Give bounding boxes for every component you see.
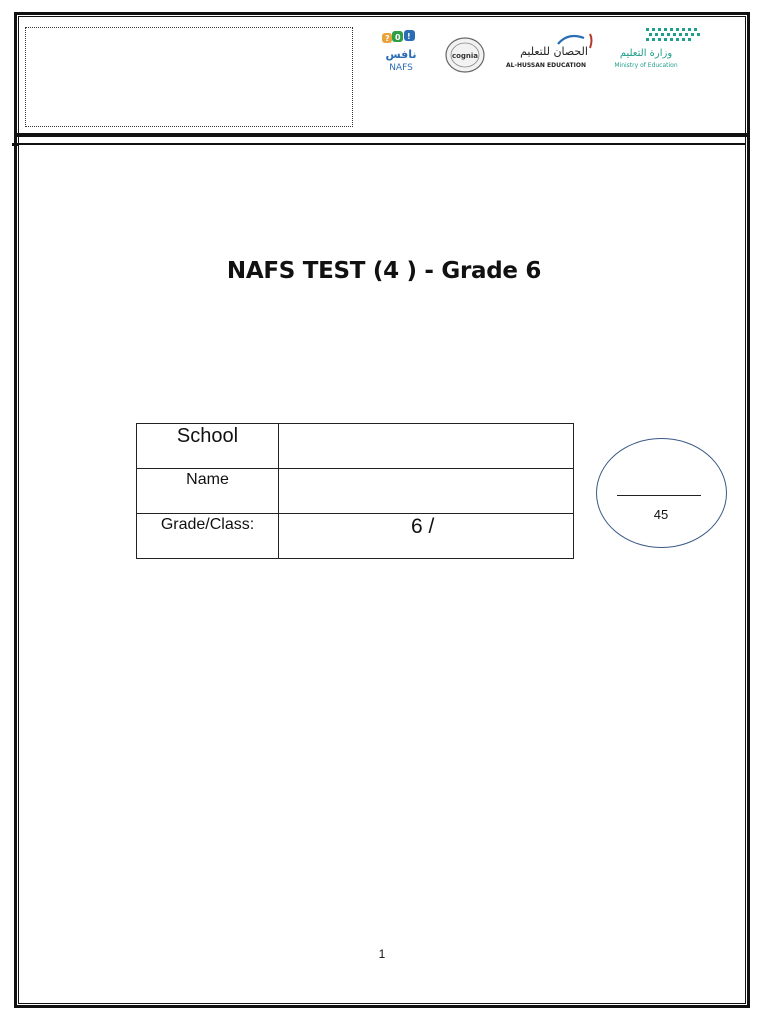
alhussan-logo — [506, 30, 602, 72]
svg-text:0: 0 — [395, 33, 401, 42]
svg-text:NAFS: NAFS — [389, 63, 413, 73]
header-divider-tick — [12, 143, 18, 146]
name-field[interactable] — [279, 469, 574, 514]
svg-text:!: ! — [407, 32, 411, 41]
student-sticker-box — [25, 27, 353, 127]
score-blank-line[interactable] — [617, 495, 701, 496]
table-row — [137, 424, 574, 469]
student-info-table — [136, 423, 574, 559]
svg-text:نافس: نافس — [385, 48, 417, 61]
svg-text:?: ? — [385, 34, 390, 43]
svg-text:AL-HUSSAN EDUCATION: AL-HUSSAN EDUCATION — [506, 62, 586, 69]
school-field[interactable] — [279, 424, 574, 469]
school-label: School — [176, 425, 239, 447]
svg-text:Ministry of Education: Ministry of Education — [614, 62, 678, 69]
page-number: 1 — [378, 947, 386, 961]
nafs-logo — [376, 28, 426, 74]
grade-class-label: Grade/Class: — [160, 516, 255, 533]
svg-text:وزارة التعليم: وزارة التعليم — [619, 48, 673, 59]
header-divider-thin — [18, 143, 746, 145]
grade-class-label-cell — [137, 514, 279, 559]
name-label: Name — [186, 471, 229, 488]
table-row — [137, 469, 574, 514]
svg-text:الحصان للتعليم: الحصان للتعليم — [520, 45, 588, 58]
grade-class-field[interactable] — [279, 514, 574, 559]
score-oval — [596, 438, 727, 548]
svg-text:cognia: cognia — [451, 52, 479, 60]
ministry-of-education-logo — [612, 26, 708, 72]
table-row — [137, 514, 574, 559]
page-title: NAFS TEST (4 ) - Grade 6 — [226, 258, 542, 284]
header-divider-thick — [14, 133, 748, 137]
school-label-cell — [137, 424, 279, 469]
name-label-cell — [137, 469, 279, 514]
score-total: 45 — [653, 507, 669, 522]
grade-class-value: 6 / — [411, 515, 435, 538]
cognia-seal-logo — [444, 36, 486, 74]
